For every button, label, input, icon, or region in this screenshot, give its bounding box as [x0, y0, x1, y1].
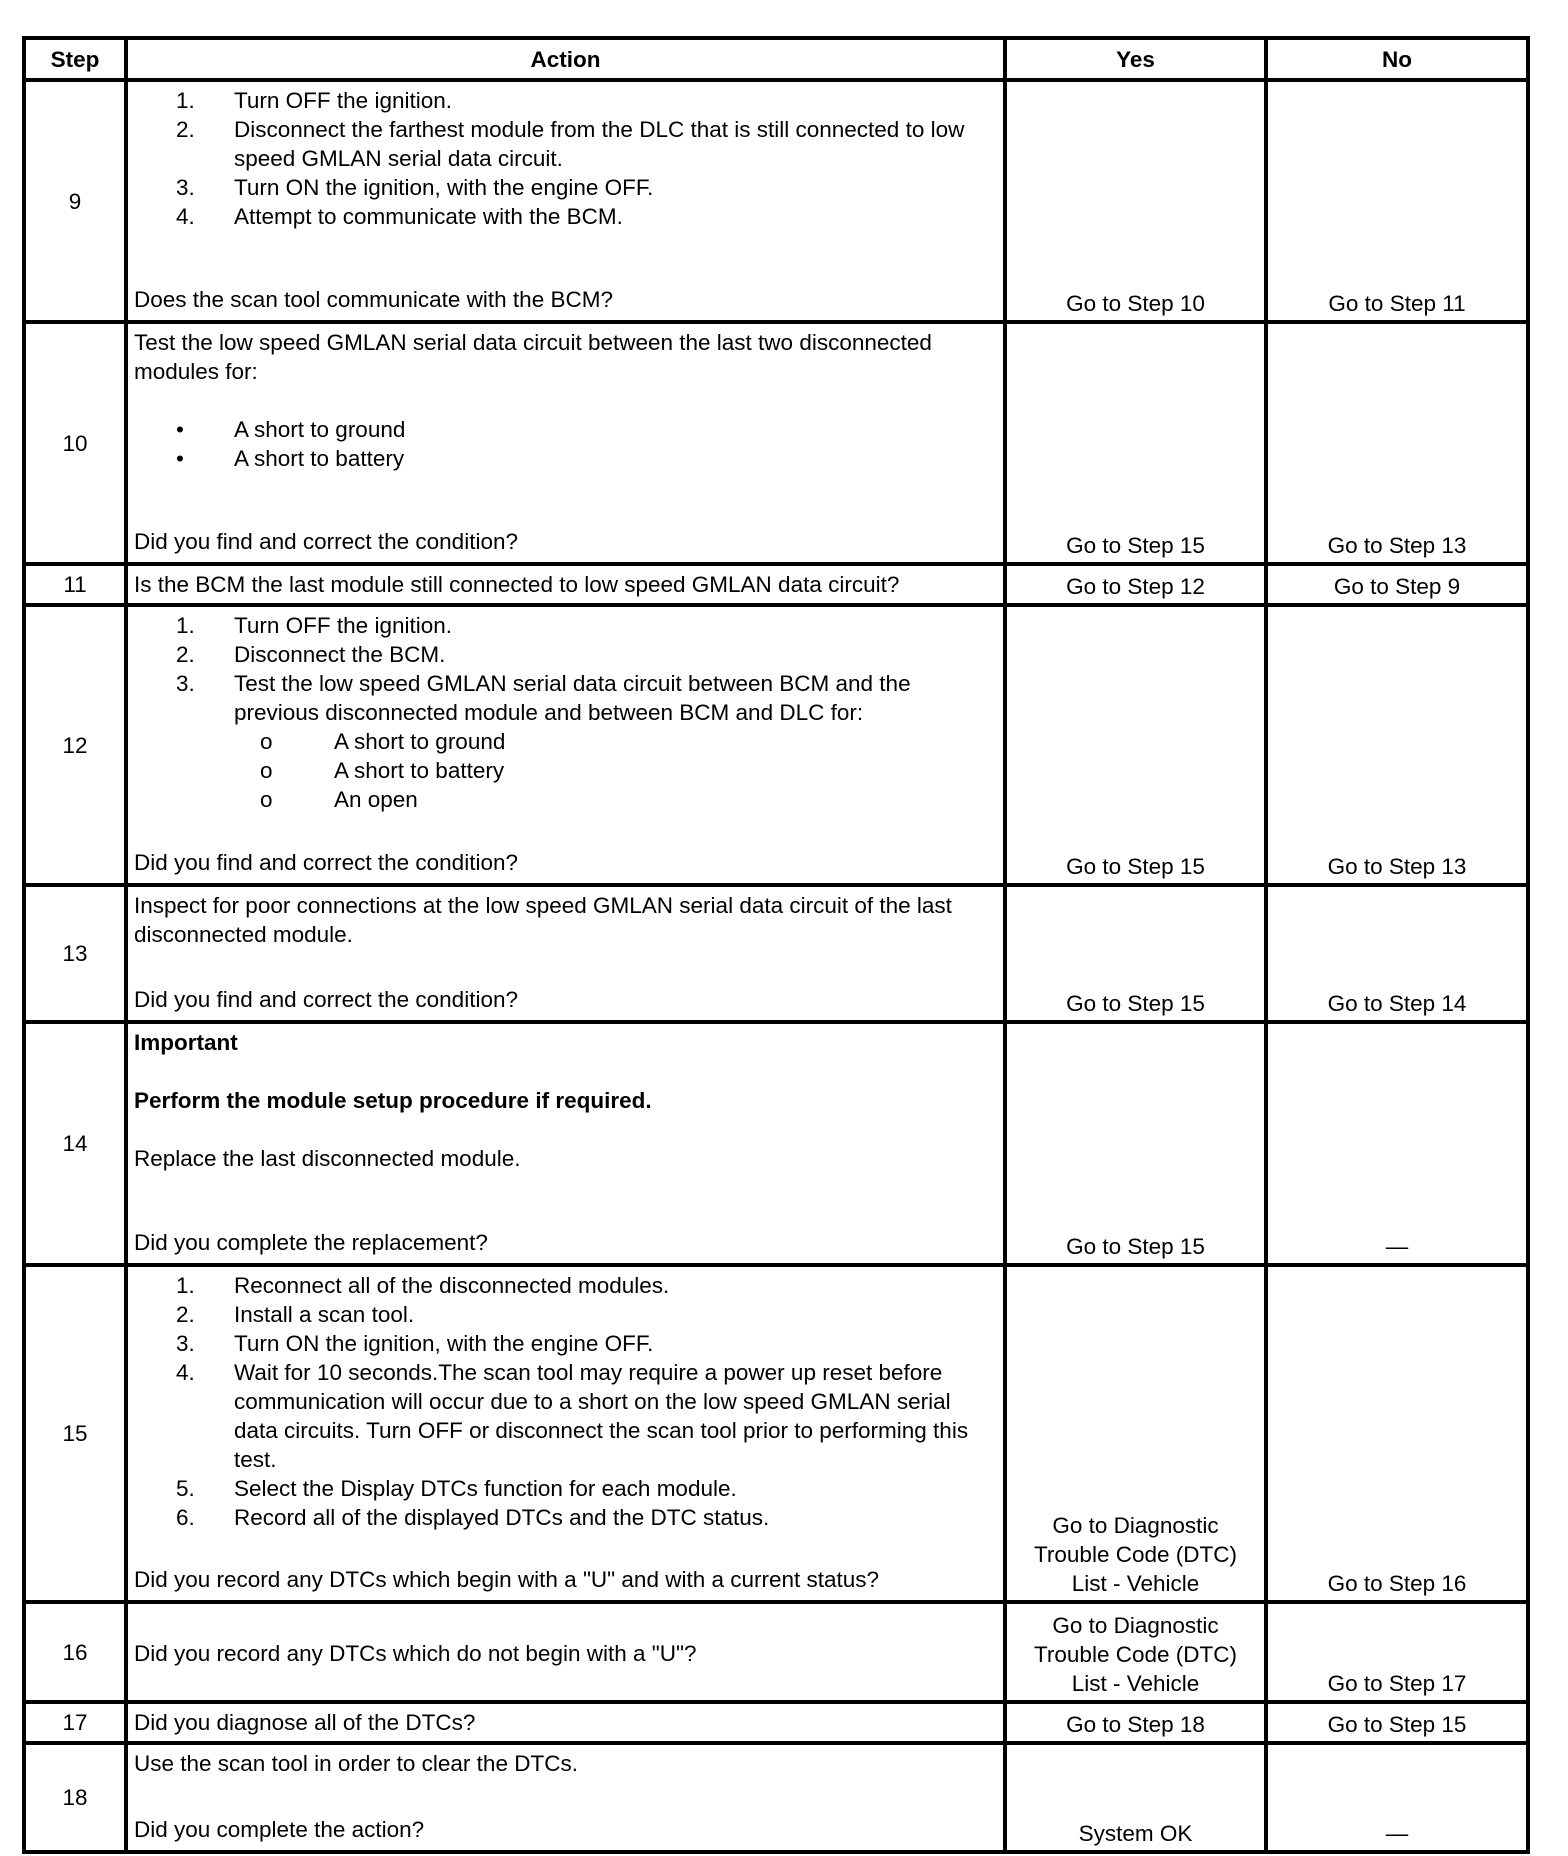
action-cell: [126, 1702, 1005, 1743]
numbered-list: [134, 1271, 999, 1532]
question-text: Did you complete the replacement?: [134, 1230, 488, 1255]
question-text: Did you diagnose all of the DTCs?: [134, 1710, 476, 1735]
no-result-line: Go to Step 17: [1327, 1671, 1467, 1696]
list-item: [134, 86, 999, 115]
list-number: 2.: [176, 1302, 195, 1327]
list-item: [134, 173, 999, 202]
step-number: 15: [24, 1265, 126, 1602]
action-cell: [126, 1022, 1005, 1265]
important-note: Perform the module setup procedure if required.: [134, 1088, 652, 1113]
numbered-list: [134, 611, 999, 727]
list-number: 6.: [176, 1505, 195, 1530]
list-item: [134, 115, 999, 173]
table-row: [24, 1743, 1528, 1852]
bullet-icon: o: [260, 729, 273, 754]
action-content: [134, 1639, 999, 1668]
list-item: [134, 1358, 999, 1474]
list-item: [134, 756, 999, 785]
yes-result-line: Trouble Code (DTC): [1034, 1542, 1237, 1567]
table-row: [24, 1265, 1528, 1602]
no-result-line: Go to Step 14: [1327, 991, 1467, 1016]
numbered-list: [134, 86, 999, 231]
table-row: [24, 885, 1528, 1022]
no-result: [1266, 1022, 1528, 1265]
list-item: [134, 444, 999, 473]
no-result: [1266, 1743, 1528, 1852]
list-number: 2.: [176, 117, 195, 142]
bullet-list: [134, 415, 999, 473]
list-item: [134, 785, 999, 814]
question-text: Did you record any DTCs which do not begin with a "U"?: [134, 1640, 697, 1666]
list-item-text: Test the low speed GMLAN serial data circuit between BCM and the previous disconnected module and between BCM and DLC for:: [234, 671, 911, 725]
list-item-text: Turn ON the ignition, with the engine OFF.: [234, 1331, 654, 1356]
action-content: [134, 611, 999, 877]
yes-result-line: System OK: [1078, 1821, 1193, 1846]
action-cell: [126, 885, 1005, 1022]
list-item-text: Turn OFF the ignition.: [234, 88, 453, 113]
no-result: [1266, 1602, 1528, 1702]
header-no: No: [1266, 38, 1528, 80]
action-cell: [126, 1602, 1005, 1702]
list-number: 1.: [176, 613, 195, 638]
yes-result-line: Go to Step 18: [1066, 1712, 1205, 1737]
list-item-text: A short to ground: [234, 417, 406, 442]
yes-result: [1005, 885, 1266, 1022]
action-text: Inspect for poor connections at the low speed GMLAN serial data circuit of the last disconnected module.: [134, 893, 952, 947]
table-row: [24, 322, 1528, 564]
table-row: [24, 1702, 1528, 1743]
table-body: [24, 80, 1528, 1852]
yes-result: [1005, 1602, 1266, 1702]
list-item-text: A short to battery: [334, 758, 505, 783]
list-number: 4.: [176, 1360, 195, 1385]
question-text: Is the BCM the last module still connected to low speed GMLAN data circuit?: [134, 572, 900, 597]
yes-result-line: Go to Step 12: [1066, 574, 1205, 599]
no-result: [1266, 564, 1528, 605]
list-item-text: Attempt to communicate with the BCM.: [234, 204, 623, 229]
action-content: [134, 328, 999, 556]
no-result: [1266, 80, 1528, 322]
yes-result-line: Go to Diagnostic: [1052, 1613, 1219, 1638]
table-row: [24, 80, 1528, 322]
yes-result-line: List - Vehicle: [1071, 1571, 1200, 1596]
list-item: [134, 611, 999, 640]
important-note: Important: [134, 1030, 238, 1055]
list-number: 1.: [176, 1273, 195, 1298]
list-item-text: A short to battery: [234, 446, 405, 471]
list-item-text: Wait for 10 seconds.The scan tool may require a power up reset before communication will occur due to a short on the low speed GMLAN serial data circuits. Turn OFF or disconnect the scan tool prior to performing this test.: [234, 1360, 969, 1472]
no-result-line: Go to Step 16: [1327, 1571, 1467, 1596]
list-number: 4.: [176, 204, 195, 229]
yes-result: [1005, 564, 1266, 605]
no-result: [1266, 1265, 1528, 1602]
yes-result: [1005, 1265, 1266, 1602]
bullet-icon: o: [260, 758, 273, 783]
no-result: [1266, 605, 1528, 885]
action-content: [134, 86, 999, 314]
yes-result-line: Go to Diagnostic: [1052, 1513, 1219, 1538]
action-content: [134, 891, 999, 1014]
yes-result-line: Go to Step 10: [1066, 291, 1205, 316]
action-content: [134, 570, 999, 599]
list-item-text: Select the Display DTCs function for each module.: [234, 1476, 737, 1501]
list-item: [134, 669, 999, 727]
no-result-line: Go to Step 15: [1327, 1712, 1467, 1737]
step-number: 14: [24, 1022, 126, 1265]
no-result-line: Go to Step 9: [1333, 574, 1461, 599]
yes-result: [1005, 1702, 1266, 1743]
no-result-line: Go to Step 11: [1328, 291, 1466, 316]
list-item: [134, 1474, 999, 1503]
question-text: Did you find and correct the condition?: [134, 529, 518, 554]
action-cell: [126, 564, 1005, 605]
no-result: [1266, 885, 1528, 1022]
table-row: [24, 564, 1528, 605]
yes-result: [1005, 605, 1266, 885]
action-text: Use the scan tool in order to clear the DTCs.: [134, 1751, 578, 1776]
step-number: 10: [24, 322, 126, 564]
bullet-icon: •: [176, 417, 184, 442]
yes-result: [1005, 1743, 1266, 1852]
list-item-text: Install a scan tool.: [234, 1302, 415, 1327]
list-item: [134, 1503, 999, 1532]
list-item-text: An open: [334, 787, 418, 812]
yes-result-line: Go to Step 15: [1066, 854, 1205, 879]
yes-result-line: Trouble Code (DTC): [1034, 1642, 1237, 1667]
bullet-icon: •: [176, 446, 184, 471]
header-step: Step: [24, 38, 126, 80]
yes-result-line: Go to Step 15: [1066, 533, 1205, 558]
header-row: [24, 38, 1528, 80]
step-number: 18: [24, 1743, 126, 1852]
yes-result: [1005, 80, 1266, 322]
question-text: Did you find and correct the condition?: [134, 850, 518, 875]
list-item: [134, 1300, 999, 1329]
no-result-line: —: [1385, 1821, 1409, 1846]
action-cell: [126, 605, 1005, 885]
list-item-text: Turn ON the ignition, with the engine OFF.: [234, 175, 654, 200]
list-number: 3.: [176, 175, 195, 200]
list-item-text: Disconnect the farthest module from the DLC that is still connected to low speed GMLAN serial data circuit.: [234, 117, 965, 171]
list-item: [134, 640, 999, 669]
table-row: [24, 1022, 1528, 1265]
no-result: [1266, 322, 1528, 564]
action-text: Test the low speed GMLAN serial data circuit between the last two disconnected modules for:: [134, 330, 932, 384]
bullet-list: [134, 727, 999, 814]
action-cell: [126, 322, 1005, 564]
yes-result-line: Go to Step 15: [1066, 991, 1205, 1016]
list-item: [134, 415, 999, 444]
question-text: Does the scan tool communicate with the BCM?: [134, 287, 613, 312]
step-number: 9: [24, 80, 126, 322]
list-item: [134, 1271, 999, 1300]
list-number: 2.: [176, 642, 195, 667]
yes-result: [1005, 322, 1266, 564]
list-item-text: Reconnect all of the disconnected modules.: [234, 1273, 670, 1298]
no-result-line: Go to Step 13: [1327, 533, 1467, 558]
list-item: [134, 727, 999, 756]
list-number: 3.: [176, 1331, 195, 1356]
action-content: [134, 1708, 999, 1737]
action-content: [134, 1749, 999, 1844]
action-cell: [126, 80, 1005, 322]
question-text: Did you complete the action?: [134, 1817, 425, 1842]
no-result: [1266, 1702, 1528, 1743]
list-number: 5.: [176, 1476, 195, 1501]
action-content: [134, 1028, 999, 1257]
action-content: [134, 1271, 999, 1594]
diagnostic-steps-table: [22, 36, 1530, 1854]
list-item-text: Turn OFF the ignition.: [234, 613, 453, 638]
yes-result: [1005, 1022, 1266, 1265]
step-number: 17: [24, 1702, 126, 1743]
yes-result-line: Go to Step 15: [1066, 1234, 1205, 1259]
header-action: Action: [126, 38, 1005, 80]
list-item-text: Record all of the displayed DTCs and the DTC status.: [234, 1505, 770, 1530]
list-item-text: A short to ground: [334, 729, 506, 754]
step-number: 13: [24, 885, 126, 1022]
table-row: [24, 1602, 1528, 1702]
step-number: 16: [24, 1602, 126, 1702]
action-cell: [126, 1743, 1005, 1852]
header-yes: Yes: [1005, 38, 1266, 80]
question-text: Did you record any DTCs which begin with a "U" and with a current status?: [134, 1567, 880, 1592]
bullet-icon: o: [260, 787, 273, 812]
action-text: Replace the last disconnected module.: [134, 1146, 521, 1171]
list-item: [134, 202, 999, 231]
yes-result-line: List - Vehicle: [1071, 1671, 1200, 1696]
no-result-line: —: [1385, 1234, 1409, 1259]
table-row: [24, 605, 1528, 885]
list-item: [134, 1329, 999, 1358]
question-text: Did you find and correct the condition?: [134, 987, 518, 1012]
no-result-line: Go to Step 13: [1327, 854, 1467, 879]
list-number: 3.: [176, 671, 195, 696]
step-number: 12: [24, 605, 126, 885]
step-number: 11: [24, 564, 126, 605]
action-cell: [126, 1265, 1005, 1602]
list-number: 1.: [176, 88, 195, 113]
list-item-text: Disconnect the BCM.: [234, 642, 446, 667]
